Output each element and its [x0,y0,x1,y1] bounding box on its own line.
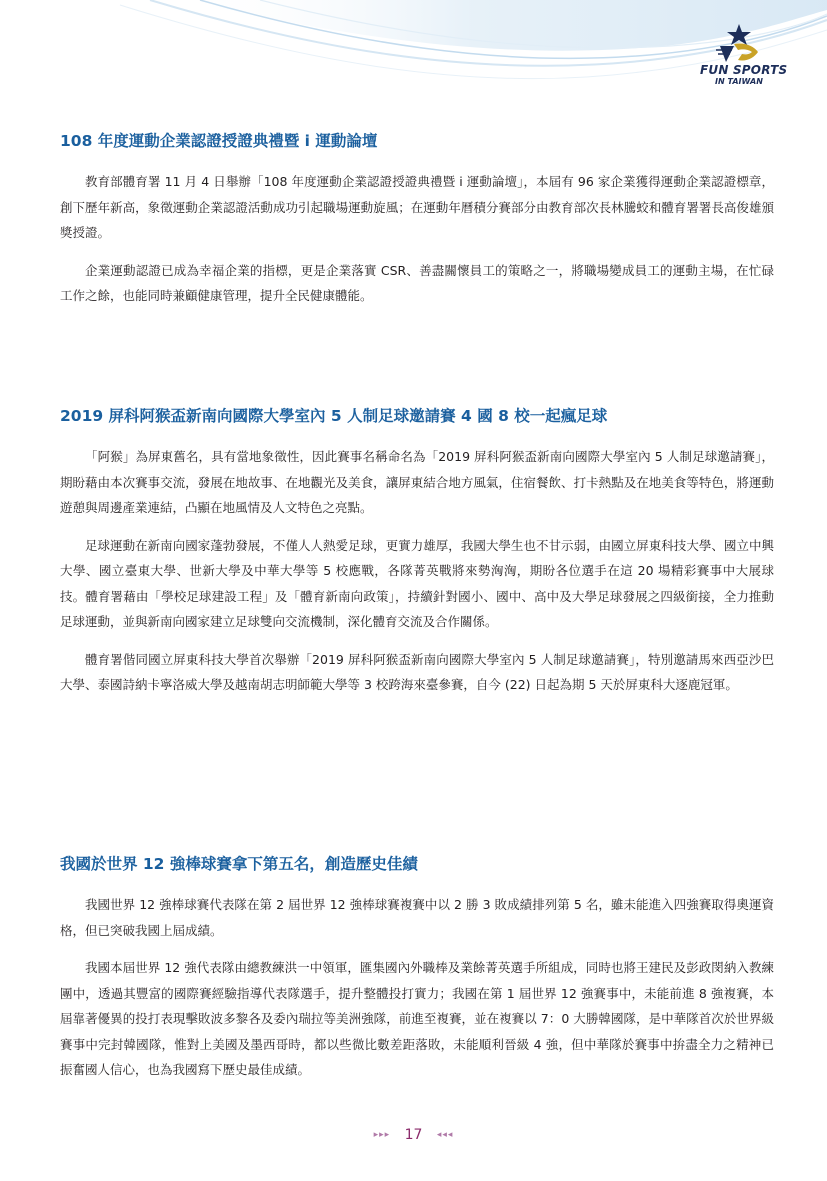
section-title: 我國於世界 12 強棒球賽拿下第五名，創造歷史佳績 [60,855,418,873]
paragraph: 足球運動在新南向國家蓬勃發展，不僅人人熱愛足球，更實力雄厚，我國大學生也不甘示弱，由國立屏東科技大學、國立中興大學、國立臺東大學、世新大學及中華大學等 5 校應戰，各隊菁英戰將來勢洶洶，期盼各位選手在這 20 場精彩賽事中大展球技。體育署藉由「學校足球建設工程」及「體育新南向政策」，持續針對國小、國中、高中及大學足球發展之四級銜接，全力推動足球運動，並與新南向國家建立足球雙向交流機制，深化體育交流及合作關係。 [60,537,774,629]
section-corporate-sports [60,130,774,321]
fun-sports-emblem-icon [714,22,764,64]
section-futsal-invitational [60,405,774,710]
right-arrows-icon: ▸▸▸ [373,1130,391,1140]
paragraph: 企業運動認證已成為幸福企業的指標，更是企業落實 CSR、善盡關懷員工的策略之一，將職場變成員工的運動主場，在忙碌工作之餘，也能同時兼顧健康管理，提升全民健康體能。 [60,262,774,303]
logo-text-fun-sports: FUN SPORTS [700,63,788,77]
paragraph: 「阿猴」為屏東舊名，具有當地象徵性，因此賽事名稱命名為「2019 屏科阿猴盃新南向國際大學室內 5 人制足球邀請賽」，期盼藉由本次賽事交流，發展在地故事、在地觀光及美食，讓屏東結合地方風氣，住宿餐飲、打卡熱點及在地美食等特色，將運動遊憩與周邊產業連結，凸顯在地風情及人文特色之亮點。 [60,449,774,515]
left-arrows-icon: ◂◂◂ [436,1130,454,1140]
paragraph: 我國本屆世界 12 強代表隊由總教練洪一中領軍，匯集國內外職棒及業餘菁英選手所組成，同時也將王建民及彭政閔納入教練團中，透過其豐富的國際賽經驗指導代表隊選手，提升整體投打實力；我國在第 1 屆世界 12 強賽事中，未能前進 8 強複賽，本屆靠著優異的投打表現擊敗波多黎各及委內瑞拉等美洲強隊，前進至複賽，並在複賽以 7：0 大勝韓國隊，是中華隊首次於世界級賽事中完封韓國隊，惟對上美國及墨西哥時，都以些微比數差距落敗，未能順利晉級 4 強，但中華隊於賽事中拚盡全力之精神已振奮國人信心，也為我國寫下歷史最佳成績。 [60,960,774,1077]
page-number-footer [0,1124,827,1146]
paragraph: 我國世界 12 強棒球賽代表隊在第 2 屆世界 12 強棒球賽複賽中以 2 勝 3 敗成績排列第 5 名，雖未能進入四強賽取得奧運資格，但已突破我國上屆成績。 [60,897,774,938]
section-title: 2019 屏科阿猴盃新南向國際大學室內 5 人制足球邀請賽 4 國 8 校一起瘋足球 [60,407,608,425]
section-title: 108 年度運動企業認證授證典禮暨 i 運動論壇 [60,132,378,150]
paragraph: 教育部體育署 11 月 4 日舉辦「108 年度運動企業認證授證典禮暨 i 運動論壇」，本屆有 96 家企業獲得運動企業認證標章，創下歷年新高，象徵運動企業認證活動成功引起職場運動旋風；在運動年曆積分賽部分由教育部次長林騰蛟和體育署署長高俊雄頒獎授證。 [60,174,774,240]
fun-sports-logo [700,22,788,87]
paragraph: 體育署偕同國立屏東科技大學首次舉辦「2019 屏科阿猴盃新南向國際大學室內 5 人制足球邀請賽」，特別邀請馬來西亞沙巴大學、泰國詩納卡寧洛威大學及越南胡志明師範大學等 3 校跨海來臺參賽，自今 (22) 日起為期 5 天於屏東科大逐鹿冠軍。 [60,651,774,692]
page-number: 17 [404,1127,423,1143]
logo-text-in-taiwan: IN TAIWAN [715,77,763,86]
section-premier12-baseball [60,853,774,1095]
